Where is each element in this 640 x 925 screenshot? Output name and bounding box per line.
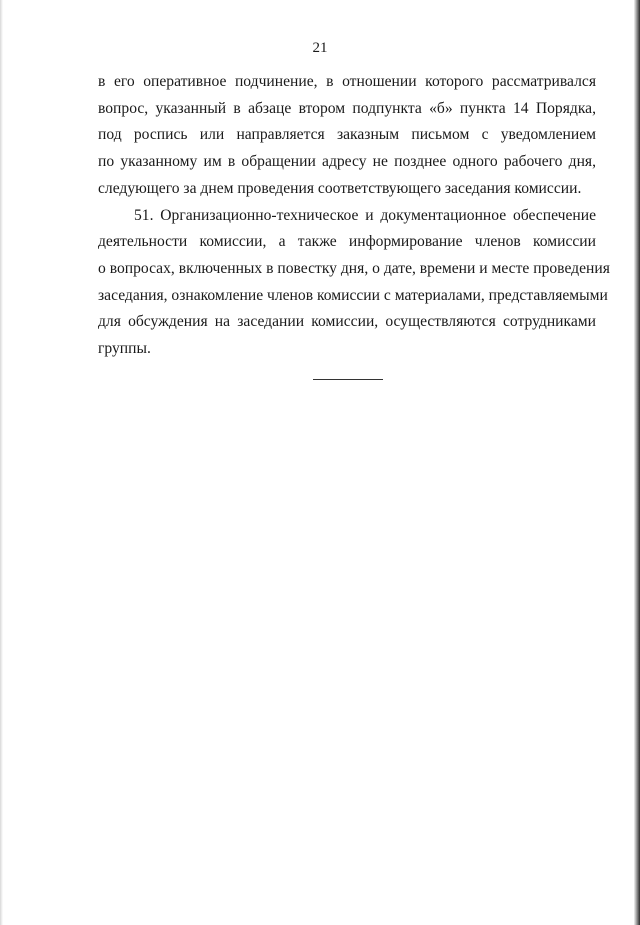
text-line: деятельности комиссии, а также информирование членов комиссии [98, 233, 596, 251]
text-line: вопрос, указанный в абзаце втором подпункта «б» пункта 14 Порядка, [98, 99, 596, 117]
scan-right-edge-shadow [634, 0, 640, 925]
text-line: следующего за днем проведения соответствующего заседания комиссии. [98, 179, 582, 197]
text-line: для обсуждения на заседании комиссии, осуществляются сотрудниками [98, 313, 596, 331]
paragraph-continuation [98, 69, 596, 203]
text-line: по указанному им в обращении адресу не позднее одного рабочего дня, [98, 153, 596, 171]
document-body [98, 69, 610, 363]
text-line: в его оперативное подчинение, в отношении которого рассматривался [98, 73, 596, 90]
paragraph-item-51 [98, 203, 610, 363]
text-line: о вопросах, включенных в повестку дня, о дате, времени и месте проведения [98, 259, 610, 277]
text-line: заседания, ознакомление членов комиссии с материалами, представляемыми [98, 286, 608, 304]
page-number: 21 [312, 40, 328, 56]
text-line: под роспись или направляется заказным письмом с уведомлением [98, 126, 596, 144]
end-of-document-rule [313, 379, 383, 380]
scan-left-edge [0, 0, 3, 925]
text-line: 51. Организационно-техническое и документационное обеспечение [134, 206, 596, 224]
text-line: группы. [98, 340, 151, 358]
